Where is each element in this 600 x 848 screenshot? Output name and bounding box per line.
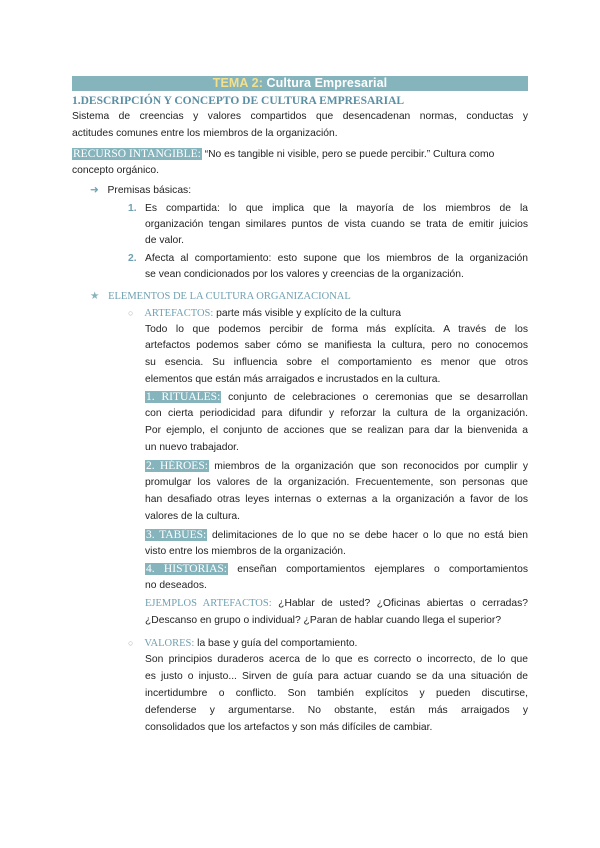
- list-item: de valor.: [145, 235, 184, 246]
- recurso-label: RECURSO INTANGIBLE:: [73, 148, 201, 160]
- artefactos-intro: parte más visible y explícito de la cultura: [213, 308, 402, 319]
- ejemplos-line: [145, 597, 528, 611]
- artefactos-para: Todo lo que podemos percibir de forma más explícita. A través de los: [145, 324, 528, 335]
- premisas-line: [90, 184, 191, 198]
- artefactos-para: artefactos podemos saber cómo se manifiesta la cultura, pero no conocemos: [145, 340, 528, 351]
- elementos-label: ELEMENTOS DE LA CULTURA ORGANIZACIONAL: [108, 291, 351, 302]
- section-heading: 1.DESCRIPCIÓN Y CONCEPTO DE CULTURA EMPRESARIAL: [72, 95, 405, 107]
- valores-para: incertidumbre o conflicto. Son también explícitos y pueden discutirse,: [145, 688, 528, 699]
- rituales-line: [145, 390, 528, 405]
- rituales-line: con cierta periodicidad para difundir y reforzar la cultura de la organización.: [145, 408, 528, 419]
- valores-para: consolidados que los artefactos y son más difíciles de cambiar.: [145, 722, 433, 733]
- historias-line: no deseados.: [145, 580, 207, 591]
- list-item: Afecta al comportamiento: esto supone que los miembros de la organización: [145, 253, 528, 264]
- valores-para: Son principios duraderos acerca de lo que es correcto o incorrecto, de lo que: [145, 654, 528, 665]
- title-prefix: TEMA 2:: [212, 76, 263, 90]
- historias-label: 4. HISTORIAS:: [146, 563, 227, 575]
- list-number: 2.: [128, 253, 137, 264]
- artefactos-line: [128, 306, 401, 321]
- historias-text: enseñan comportamientos ejemplares o comportamientos: [227, 564, 528, 575]
- rituales-line: Por ejemplo, el conjunto de acciones que se realizan para dar la bienvenida a: [145, 425, 528, 436]
- recurso-line: [72, 147, 494, 162]
- tabues-line: visto entre los miembros de la organización.: [145, 546, 346, 557]
- recurso-line: concepto orgánico.: [72, 165, 160, 176]
- rituales-line: un nuevo trabajador.: [145, 442, 239, 453]
- elementos-line: [90, 290, 351, 304]
- definition-line: actitudes comunes entre los miembros de la organización.: [72, 128, 338, 139]
- rituales-label: 1. RITUALES:: [146, 391, 221, 403]
- circle-bullet-icon: ○: [128, 638, 134, 648]
- premisas-label: Premisas básicas:: [107, 185, 192, 196]
- valores-para: defenderse y argumentarse. No obstante, están más arraigados y: [145, 705, 528, 716]
- list-item: organización tengan similares puntos de vista cuando se trata de emitir juicios: [145, 219, 528, 230]
- artefactos-para: elementos que están más arraigados e incrustados en la cultura.: [145, 374, 441, 385]
- heroes-label: 2. HÉROES:: [146, 460, 208, 472]
- tabues-line: [145, 528, 528, 543]
- definition-line: Sistema de creencias y valores compartidos que desencadenan normas, conductas y: [72, 111, 528, 122]
- heroes-text: miembros de la organización que son reconocidos por cumplir y: [208, 461, 529, 472]
- historias-line: [145, 562, 528, 577]
- circle-bullet-icon: ○: [128, 308, 134, 318]
- rituales-text: conjunto de celebraciones o ceremonias que se desarrollan: [221, 392, 528, 403]
- star-icon: ★: [90, 291, 100, 302]
- heroes-line: valores de la cultura.: [145, 511, 241, 522]
- tabues-text: delimitaciones de lo que no se debe hacer o lo que no está bien: [207, 530, 529, 541]
- tabues-label: 3. TABÚES:: [146, 529, 207, 541]
- title-rest: Cultura Empresarial: [262, 76, 388, 90]
- valores-label: VALORES:: [144, 638, 195, 649]
- valores-intro: la base y guía del comportamiento.: [194, 638, 358, 649]
- artefactos-label: ARTEFACTOS:: [144, 308, 214, 319]
- list-item: Es compartida: lo que implica que la mayoría de los miembros de la: [145, 203, 528, 214]
- artefactos-para: su esencia. Su influencia sobre el comportamiento es menor que otros: [145, 357, 528, 368]
- heroes-line: han desafiado otras leyes internas o externas a la organización a favor de los: [145, 494, 528, 505]
- valores-line: [128, 636, 357, 651]
- heroes-line: promulgar los valores de la organización. Frecuentemente, son personas que: [145, 477, 528, 488]
- valores-para: es justo o injusto... Sirven de guía para actuar cuando se da una situación de: [145, 671, 528, 682]
- recurso-text: “No es tangible ni visible, pero se puede percibir.” Cultura como: [201, 149, 495, 160]
- list-item: se vean condicionados por los valores y creencias de la organización.: [145, 269, 464, 280]
- list-number: 1.: [128, 203, 137, 214]
- ejemplos-label: EJEMPLOS ARTEFACTOS:: [145, 598, 272, 609]
- heroes-line: [145, 459, 528, 474]
- ejemplos-line: ¿Descanso en grupo o individual? ¿Paran de hablar cuando llega el superior?: [145, 615, 502, 626]
- arrow-icon: ➜: [90, 185, 99, 196]
- page-title: [72, 76, 528, 91]
- ejemplos-text: ¿Hablar de usted? ¿Oficinas abiertas o cerradas?: [271, 598, 528, 609]
